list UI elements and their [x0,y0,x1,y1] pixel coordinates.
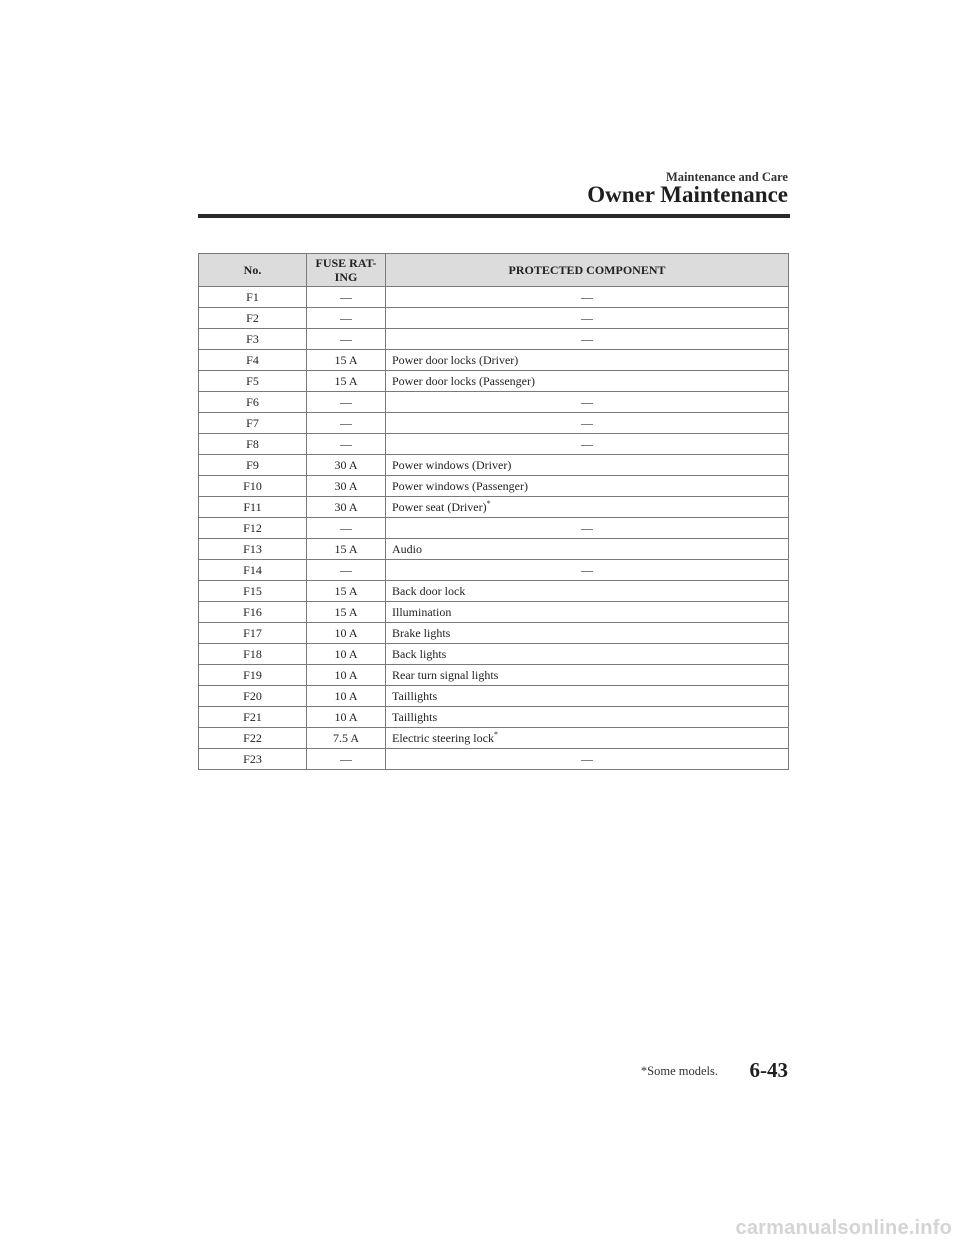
table-row [199,350,789,371]
table-row [199,602,789,623]
fuse-rating-cell: 7.5 A [307,728,386,749]
protected-component-cell [386,665,789,686]
fuse-number-cell: F11 [199,497,307,518]
protected-component-text: ― [581,437,593,451]
protected-component-text: ― [581,395,593,409]
protected-component-text: Brake lights [392,626,451,640]
footnote: *Some models. [640,1064,718,1078]
protected-component-cell [386,329,789,350]
fuse-rating-header-line1: FUSE RAT- [315,256,377,270]
protected-component-text: Audio [392,542,422,556]
table-row [199,476,789,497]
protected-component-cell [386,581,789,602]
protected-component-text: Taillights [392,689,438,703]
fuse-number-cell: F18 [199,644,307,665]
protected-component-text: ― [581,290,593,304]
fuse-number-cell: F16 [199,602,307,623]
fuse-number-cell: F5 [199,371,307,392]
fuse-number-cell: F10 [199,476,307,497]
fuse-table-body [199,287,789,770]
table-row [199,329,789,350]
fuse-rating-cell: 15 A [307,581,386,602]
protected-component-cell [386,392,789,413]
table-row [199,413,789,434]
fuse-number-cell: F1 [199,287,307,308]
fuse-number-cell: F8 [199,434,307,455]
fuse-number-cell: F17 [199,623,307,644]
fuse-number-cell: F4 [199,350,307,371]
fuse-rating-cell: 30 A [307,455,386,476]
protected-component-cell [386,287,789,308]
fuse-rating-cell: 10 A [307,623,386,644]
protected-component-text: Electric steering lock [392,731,494,745]
column-header-fuse-rating [307,254,386,287]
column-header-protected-component: PROTECTED COMPONENT [386,254,789,287]
protected-component-text: ― [581,752,593,766]
fuse-rating-cell: 10 A [307,686,386,707]
table-row [199,581,789,602]
table-row [199,434,789,455]
fuse-rating-cell: 15 A [307,350,386,371]
protected-component-cell [386,602,789,623]
fuse-rating-cell: ― [307,518,386,539]
protected-component-cell [386,476,789,497]
protected-component-text: Power windows (Driver) [392,458,512,472]
some-models-marker: * [493,730,498,739]
header-divider [198,214,790,218]
protected-component-cell [386,371,789,392]
fuse-rating-cell: 10 A [307,665,386,686]
table-row [199,497,789,518]
protected-component-text: ― [581,416,593,430]
protected-component-text: Power door locks (Passenger) [392,374,535,388]
fuse-rating-cell: ― [307,560,386,581]
protected-component-cell [386,539,789,560]
table-row [199,371,789,392]
protected-component-cell [386,644,789,665]
fuse-rating-cell: 30 A [307,476,386,497]
fuse-rating-cell: ― [307,329,386,350]
protected-component-cell [386,518,789,539]
fuse-number-cell: F6 [199,392,307,413]
fuse-rating-cell: 15 A [307,602,386,623]
protected-component-cell [386,455,789,476]
protected-component-cell [386,308,789,329]
fuse-rating-header-line2: ING [334,270,358,284]
fuse-rating-cell: 10 A [307,644,386,665]
table-row [199,287,789,308]
table-row [199,749,789,770]
fuse-rating-cell: 15 A [307,371,386,392]
protected-component-cell [386,707,789,728]
protected-component-text: Back lights [392,647,447,661]
fuse-number-cell: F15 [199,581,307,602]
fuse-number-cell: F19 [199,665,307,686]
protected-component-cell [386,497,789,518]
watermark: carmanualsonline.info [735,1217,952,1239]
fuse-number-cell: F9 [199,455,307,476]
page-number: 6-43 [749,1058,788,1082]
protected-component-cell [386,350,789,371]
fuse-number-cell: F21 [199,707,307,728]
fuse-number-cell: F13 [199,539,307,560]
table-row [199,665,789,686]
fuse-number-cell: F3 [199,329,307,350]
fuse-rating-cell: 15 A [307,539,386,560]
fuse-rating-cell: ― [307,287,386,308]
table-row [199,728,789,749]
protected-component-text: ― [581,332,593,346]
protected-component-cell [386,686,789,707]
table-row [199,392,789,413]
table-row [199,644,789,665]
fuse-rating-cell: ― [307,413,386,434]
table-row [199,623,789,644]
protected-component-cell [386,413,789,434]
fuse-number-cell: F20 [199,686,307,707]
protected-component-text: Back door lock [392,584,466,598]
fuse-rating-cell: 10 A [307,707,386,728]
fuse-number-cell: F2 [199,308,307,329]
table-row [199,560,789,581]
protected-component-cell [386,560,789,581]
table-header-row [199,254,789,287]
table-row [199,455,789,476]
protected-component-cell [386,434,789,455]
protected-component-text: Illumination [392,605,452,619]
fuse-number-cell: F12 [199,518,307,539]
protected-component-text: Power door locks (Driver) [392,353,519,367]
fuse-number-cell: F14 [199,560,307,581]
protected-component-text: Rear turn signal lights [392,668,499,682]
fuse-table [198,253,789,770]
fuse-rating-cell: ― [307,434,386,455]
protected-component-cell [386,623,789,644]
page-title: Owner Maintenance [587,182,788,207]
fuse-rating-cell: 30 A [307,497,386,518]
fuse-number-cell: F7 [199,413,307,434]
fuse-number-cell: F22 [199,728,307,749]
protected-component-text: Power seat (Driver) [392,500,487,514]
section-label: Maintenance and Care [666,170,788,184]
table-row [199,686,789,707]
table-row [199,707,789,728]
fuse-rating-cell: ― [307,749,386,770]
protected-component-text: Taillights [392,710,438,724]
fuse-rating-cell: ― [307,392,386,413]
protected-component-text: Power windows (Passenger) [392,479,528,493]
protected-component-text: ― [581,311,593,325]
protected-component-text: ― [581,521,593,535]
protected-component-text: ― [581,563,593,577]
table-row [199,518,789,539]
column-header-no: No. [199,254,307,287]
fuse-rating-cell: ― [307,308,386,329]
fuse-number-cell: F23 [199,749,307,770]
table-row [199,308,789,329]
protected-component-cell [386,749,789,770]
protected-component-cell [386,728,789,749]
some-models-marker: * [486,499,491,508]
table-row [199,539,789,560]
